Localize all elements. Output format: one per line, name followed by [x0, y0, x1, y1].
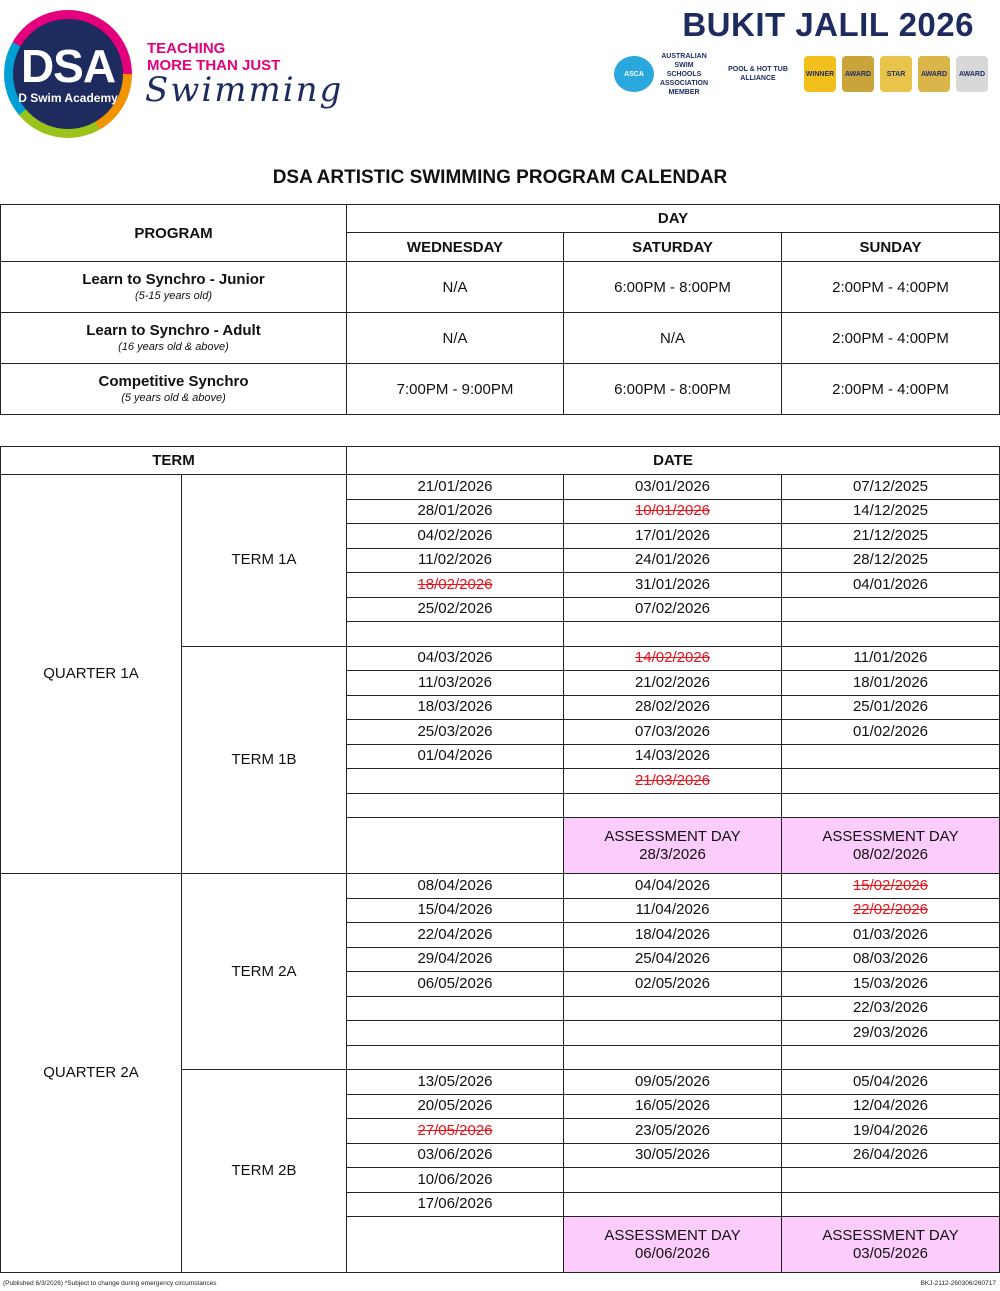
assessment-date: 08/02/2026	[852, 845, 929, 863]
date-header: DATE	[347, 447, 1000, 475]
date-cell: 25/02/2026	[347, 597, 564, 622]
tagline-line1: TEACHING	[147, 40, 226, 57]
date-cell: 14/02/2026	[564, 646, 782, 671]
date-cell: 08/04/2026	[347, 874, 564, 899]
assessment-day-sun	[782, 1217, 1000, 1273]
date-cell: 04/04/2026	[564, 874, 782, 899]
date-cell: 07/12/2025	[782, 475, 1000, 500]
date-cell: 15/02/2026	[782, 874, 1000, 899]
date-cell	[782, 1192, 1000, 1217]
date-cell: 04/02/2026	[347, 524, 564, 549]
date-cell: 18/04/2026	[564, 923, 782, 948]
assessment-day-sun	[782, 818, 1000, 874]
date-cell: 14/12/2025	[782, 499, 1000, 524]
date-cell: 26/04/2026	[782, 1143, 1000, 1168]
quarter-label: QUARTER 1A	[1, 475, 182, 874]
program-name: Learn to Synchro - Adult	[86, 322, 261, 339]
date-cell: 30/05/2026	[564, 1143, 782, 1168]
assessment-date: 03/05/2026	[852, 1244, 929, 1262]
date-cell: 31/01/2026	[564, 573, 782, 598]
tagline-script: Swimming	[145, 70, 344, 110]
date-cell: 17/01/2026	[564, 524, 782, 549]
quarter-label: QUARTER 2A	[1, 874, 182, 1273]
time-wed: 7:00PM - 9:00PM	[347, 364, 564, 415]
date-cell: 06/05/2026	[347, 972, 564, 997]
date-cell: 21/01/2026	[347, 475, 564, 500]
date-cell	[347, 996, 564, 1021]
program-row	[1, 262, 1000, 313]
award-badges	[614, 52, 994, 96]
date-cell: 02/05/2026	[564, 972, 782, 997]
date-cell: 18/03/2026	[347, 695, 564, 720]
assessment-day-sat	[564, 818, 782, 874]
date-cell: 20/05/2026	[347, 1094, 564, 1119]
page-header	[0, 0, 1000, 150]
date-cell: 04/03/2026	[347, 646, 564, 671]
date-cell	[782, 622, 1000, 647]
badge-australian-swim: AUSTRALIAN SWIM SCHOOLS ASSOCIATION MEMBER	[659, 52, 709, 96]
date-cell: 25/04/2026	[564, 947, 782, 972]
footer-code: BKJ-2112-260306/260717	[920, 1280, 996, 1287]
date-cell: 18/01/2026	[782, 671, 1000, 696]
date-cell	[782, 769, 1000, 794]
date-cell: 19/04/2026	[782, 1119, 1000, 1144]
assessment-date: 28/3/2026	[639, 845, 706, 863]
program-age: (5 years old & above)	[121, 392, 226, 404]
date-cell: 23/05/2026	[564, 1119, 782, 1144]
date-cell	[347, 1021, 564, 1046]
badge-award-1: AWARD	[842, 56, 874, 92]
footer-note: (Published 6/3/2026) *Subject to change during emergency circumstances	[3, 1280, 217, 1287]
date-cell	[782, 597, 1000, 622]
badge-award-3: AWARD	[956, 56, 988, 92]
term-label: TERM 2B	[182, 1070, 347, 1273]
date-cell	[782, 1045, 1000, 1070]
time-sun: 2:00PM - 4:00PM	[782, 262, 1000, 313]
date-cell: 22/02/2026	[782, 898, 1000, 923]
date-cell: 10/01/2026	[564, 499, 782, 524]
date-cell	[782, 744, 1000, 769]
time-sat: N/A	[564, 313, 782, 364]
date-cell: 11/01/2026	[782, 646, 1000, 671]
date-cell	[782, 793, 1000, 818]
term-label: TERM 1A	[182, 475, 347, 647]
date-cell	[564, 793, 782, 818]
date-cell: 07/02/2026	[564, 597, 782, 622]
program-schedule-table	[0, 204, 1000, 415]
date-cell	[782, 1168, 1000, 1193]
empty-cell	[347, 818, 564, 874]
day-header: DAY	[347, 205, 1000, 233]
assessment-day-sat	[564, 1217, 782, 1273]
assessment-label: ASSESSMENT DAY	[604, 1226, 741, 1244]
date-cell: 03/01/2026	[564, 475, 782, 500]
date-cell: 01/02/2026	[782, 720, 1000, 745]
time-sun: 2:00PM - 4:00PM	[782, 364, 1000, 415]
time-wed: N/A	[347, 262, 564, 313]
empty-cell	[347, 1217, 564, 1273]
time-sat: 6:00PM - 8:00PM	[564, 364, 782, 415]
assessment-label: ASSESSMENT DAY	[822, 827, 959, 845]
date-cell: 25/01/2026	[782, 695, 1000, 720]
date-cell: 14/03/2026	[564, 744, 782, 769]
date-cell	[564, 1045, 782, 1070]
program-age: (16 years old & above)	[118, 341, 229, 353]
program-age: (5-15 years old)	[134, 290, 213, 302]
date-cell: 21/02/2026	[564, 671, 782, 696]
page-title: DSA ARTISTIC SWIMMING PROGRAM CALENDAR	[272, 167, 728, 188]
date-cell: 22/04/2026	[347, 923, 564, 948]
date-cell: 07/03/2026	[564, 720, 782, 745]
date-cell	[347, 793, 564, 818]
date-cell: 01/03/2026	[782, 923, 1000, 948]
date-cell	[564, 996, 782, 1021]
date-cell	[347, 1045, 564, 1070]
badge-award-2: AWARD	[918, 56, 950, 92]
date-cell: 11/03/2026	[347, 671, 564, 696]
date-cell: 22/03/2026	[782, 996, 1000, 1021]
program-name: Learn to Synchro - Junior	[82, 271, 265, 288]
term-header: TERM	[1, 447, 347, 475]
tagline	[147, 40, 280, 74]
badge-asca: ASCA	[614, 56, 654, 92]
program-row	[1, 313, 1000, 364]
location-title: BUKIT JALIL 2026	[682, 6, 974, 43]
date-cell: 25/03/2026	[347, 720, 564, 745]
program-name: Competitive Synchro	[98, 373, 249, 390]
assessment-label: ASSESSMENT DAY	[604, 827, 741, 845]
date-cell: 16/05/2026	[564, 1094, 782, 1119]
date-cell: 15/03/2026	[782, 972, 1000, 997]
tagline-line2: MORE THAN JUST	[147, 57, 281, 74]
date-cell: 05/04/2026	[782, 1070, 1000, 1095]
day-wednesday: WEDNESDAY	[347, 233, 564, 262]
date-cell: 29/04/2026	[347, 947, 564, 972]
assessment-date: 06/06/2026	[634, 1244, 711, 1262]
term-dates-table	[0, 446, 1000, 1273]
term-label: TERM 2A	[182, 874, 347, 1070]
date-cell: 28/12/2025	[782, 548, 1000, 573]
assessment-label: ASSESSMENT DAY	[822, 1226, 959, 1244]
dsa-logo	[4, 10, 132, 138]
time-wed: N/A	[347, 313, 564, 364]
date-cell: 15/04/2026	[347, 898, 564, 923]
program-header: PROGRAM	[1, 205, 347, 262]
date-cell: 12/04/2026	[782, 1094, 1000, 1119]
date-cell: 28/02/2026	[564, 695, 782, 720]
logo-subtext: D Swim Academy	[18, 91, 118, 105]
date-cell	[564, 1021, 782, 1046]
date-cell: 01/04/2026	[347, 744, 564, 769]
term-label: TERM 1B	[182, 646, 347, 874]
date-cell: 21/12/2025	[782, 524, 1000, 549]
program-row	[1, 364, 1000, 415]
date-cell	[347, 769, 564, 794]
date-cell: 13/05/2026	[347, 1070, 564, 1095]
date-cell: 27/05/2026	[347, 1119, 564, 1144]
time-sun: 2:00PM - 4:00PM	[782, 313, 1000, 364]
date-cell: 11/02/2026	[347, 548, 564, 573]
date-cell: 17/06/2026	[347, 1192, 564, 1217]
date-cell: 03/06/2026	[347, 1143, 564, 1168]
date-cell: 21/03/2026	[564, 769, 782, 794]
date-cell: 18/02/2026	[347, 573, 564, 598]
date-cell: 08/03/2026	[782, 947, 1000, 972]
badge-pool-hot-tub: POOL & HOT TUB ALLIANCE	[728, 66, 788, 82]
date-cell: 04/01/2026	[782, 573, 1000, 598]
date-cell	[347, 622, 564, 647]
badge-star-1: STAR	[880, 56, 912, 92]
date-cell	[564, 622, 782, 647]
date-row	[1, 475, 1000, 500]
day-sunday: SUNDAY	[782, 233, 1000, 262]
badge-winner: WINNER	[804, 56, 836, 92]
date-cell: 09/05/2026	[564, 1070, 782, 1095]
logo-text: DSA	[20, 40, 116, 92]
date-cell: 29/03/2026	[782, 1021, 1000, 1046]
date-cell	[564, 1168, 782, 1193]
date-cell	[564, 1192, 782, 1217]
day-saturday: SATURDAY	[564, 233, 782, 262]
time-sat: 6:00PM - 8:00PM	[564, 262, 782, 313]
date-cell: 11/04/2026	[564, 898, 782, 923]
date-cell: 28/01/2026	[347, 499, 564, 524]
date-cell: 24/01/2026	[564, 548, 782, 573]
date-cell: 10/06/2026	[347, 1168, 564, 1193]
date-row	[1, 874, 1000, 899]
